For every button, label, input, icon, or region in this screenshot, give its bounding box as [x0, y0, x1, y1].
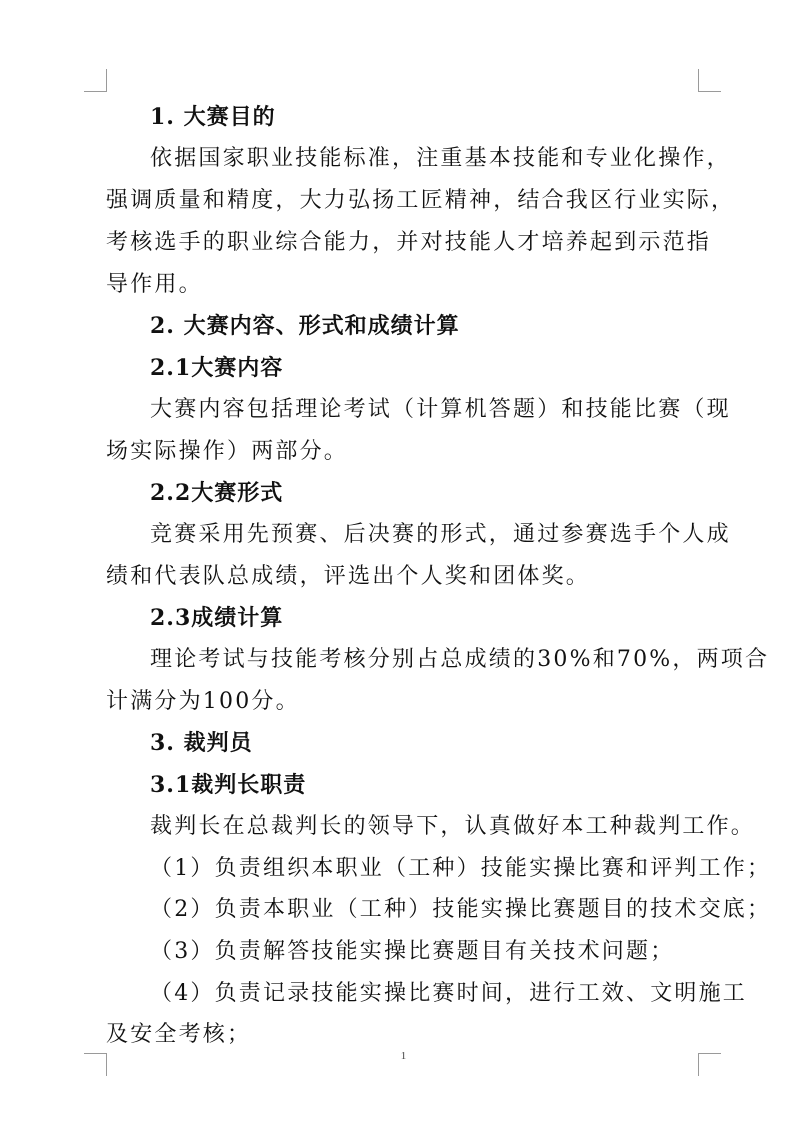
heading-3: 3. 裁判员: [150, 730, 253, 756]
paragraph-line: 绩和代表队总成绩，评选出个人奖和团体奖。: [106, 564, 591, 589]
heading-2: 2. 大赛内容、形式和成绩计算: [150, 313, 460, 339]
heading-3-1: 3.1裁判长职责: [150, 772, 307, 798]
heading-1: 1. 大赛目的: [150, 104, 276, 130]
list-item: （2）负责本职业（工种）技能实操比赛题目的技术交底；: [150, 897, 772, 922]
paragraph-line: 理论考试与技能考核分别占总成绩的30%和70%，两项合: [150, 647, 770, 672]
page-number: 1: [400, 1050, 407, 1062]
paragraph-line: 裁判长在总裁判长的领导下，认真做好本工种裁判工作。: [150, 814, 756, 839]
heading-2-3: 2.3成绩计算: [150, 605, 284, 631]
crop-mark-top-left: [84, 69, 107, 92]
paragraph-line: 大赛内容包括理论考试（计算机答题）和技能比赛（现: [150, 397, 731, 422]
paragraph-line: 竞赛采用先预赛、后决赛的形式，通过参赛选手个人成: [150, 522, 731, 547]
paragraph-line: 依据国家职业技能标准，注重基本技能和专业化操作，: [150, 146, 731, 171]
list-item-continuation: 及安全考核；: [106, 1022, 252, 1047]
list-item: （3）负责解答技能实操比赛题目有关技术问题；: [150, 939, 675, 964]
paragraph-line: 计满分为100分。: [106, 689, 300, 714]
list-item: （4）负责记录技能实操比赛时间，进行工效、文明施工: [150, 981, 747, 1006]
list-item: （1）负责组织本职业（工种）技能实操比赛和评判工作；: [150, 856, 772, 881]
crop-mark-top-right: [698, 69, 721, 92]
heading-2-2: 2.2大赛形式: [150, 480, 284, 506]
paragraph-line: 场实际操作）两部分。: [106, 439, 349, 464]
paragraph-line: 强调质量和精度，大力弘扬工匠精神，结合我区行业实际，: [106, 188, 736, 213]
paragraph-line: 考核选手的职业综合能力，并对技能人才培养起到示范指: [106, 230, 712, 255]
heading-2-1: 2.1大赛内容: [150, 355, 284, 381]
paragraph-line: 导作用。: [106, 272, 203, 297]
